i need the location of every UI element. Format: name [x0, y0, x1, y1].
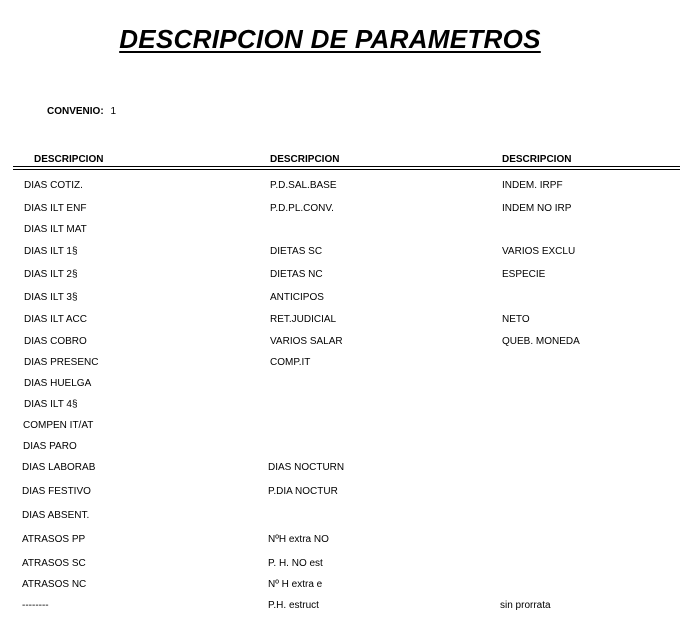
param-r5-c2: DIETAS NC — [270, 269, 323, 280]
param-r2-c2: P.D.PL.CONV. — [270, 203, 334, 214]
column-header-3: DESCRIPCION — [502, 154, 572, 165]
column-header-2: DESCRIPCION — [270, 154, 340, 165]
param-r1-c3: INDEM. IRPF — [502, 180, 563, 191]
param-r20-c3: sin prorrata — [500, 600, 551, 611]
param-r3-c1: DIAS ILT MAT — [24, 224, 87, 235]
param-r4-c1: DIAS ILT 1§ — [24, 246, 78, 257]
param-r19-c2: Nº H extra e — [268, 579, 323, 590]
convenio-line — [47, 106, 116, 117]
param-r5-c3: ESPECIE — [502, 269, 546, 280]
param-r5-c1: DIAS ILT 2§ — [24, 269, 78, 280]
param-r7-c2: RET.JUDICIAL — [270, 314, 337, 325]
param-r4-c2: DIETAS SC — [270, 246, 323, 257]
param-r15-c2: P.DIA NOCTUR — [268, 486, 338, 497]
param-r20-c2: P.H. estruct — [268, 600, 319, 611]
param-r6-c2: ANTICIPOS — [270, 292, 324, 303]
param-r14-c2: DIAS NOCTURN — [268, 462, 345, 473]
param-r9-c1: DIAS PRESENC — [24, 357, 99, 368]
param-r20-c1: -------- — [22, 600, 49, 611]
param-r17-c1: ATRASOS PP — [22, 534, 86, 545]
param-r14-c1: DIAS LABORAB — [22, 462, 96, 473]
param-r12-c1: COMPEN IT/AT — [23, 420, 94, 431]
column-header-1: DESCRIPCION — [34, 154, 104, 165]
param-r8-c1: DIAS COBRO — [24, 336, 87, 347]
param-r11-c1: DIAS ILT 4§ — [24, 399, 78, 410]
param-r13-c1: DIAS PARO — [23, 441, 77, 452]
param-r4-c3: VARIOS EXCLU — [502, 246, 576, 257]
param-r2-c1: DIAS ILT ENF — [24, 203, 87, 214]
param-r17-c2: NºH extra NO — [268, 534, 329, 545]
param-r7-c3: NETO — [502, 314, 530, 325]
param-r7-c1: DIAS ILT ACC — [24, 314, 87, 325]
param-r18-c2: P. H. NO est — [268, 558, 323, 569]
header-rule-top — [13, 166, 680, 167]
header-rule-bottom — [13, 169, 680, 170]
param-r1-c1: DIAS COTIZ. — [24, 180, 83, 191]
param-r15-c1: DIAS FESTIVO — [22, 486, 91, 497]
param-r6-c1: DIAS ILT 3§ — [24, 292, 78, 303]
param-r8-c2: VARIOS SALAR — [270, 336, 343, 347]
page-title: DESCRIPCION DE PARAMETROS — [119, 24, 541, 54]
param-r19-c1: ATRASOS NC — [22, 579, 87, 590]
param-r10-c1: DIAS HUELGA — [24, 378, 92, 389]
param-r2-c3: INDEM NO IRP — [502, 203, 572, 214]
convenio-label: CONVENIO: — [47, 106, 104, 117]
convenio-value: 1 — [110, 106, 117, 117]
param-r1-c2: P.D.SAL.BASE — [270, 180, 337, 191]
param-r8-c3: QUEB. MONEDA — [502, 336, 580, 347]
param-r16-c1: DIAS ABSENT. — [22, 510, 90, 521]
param-r18-c1: ATRASOS SC — [22, 558, 86, 569]
param-r9-c2: COMP.IT — [270, 357, 311, 368]
